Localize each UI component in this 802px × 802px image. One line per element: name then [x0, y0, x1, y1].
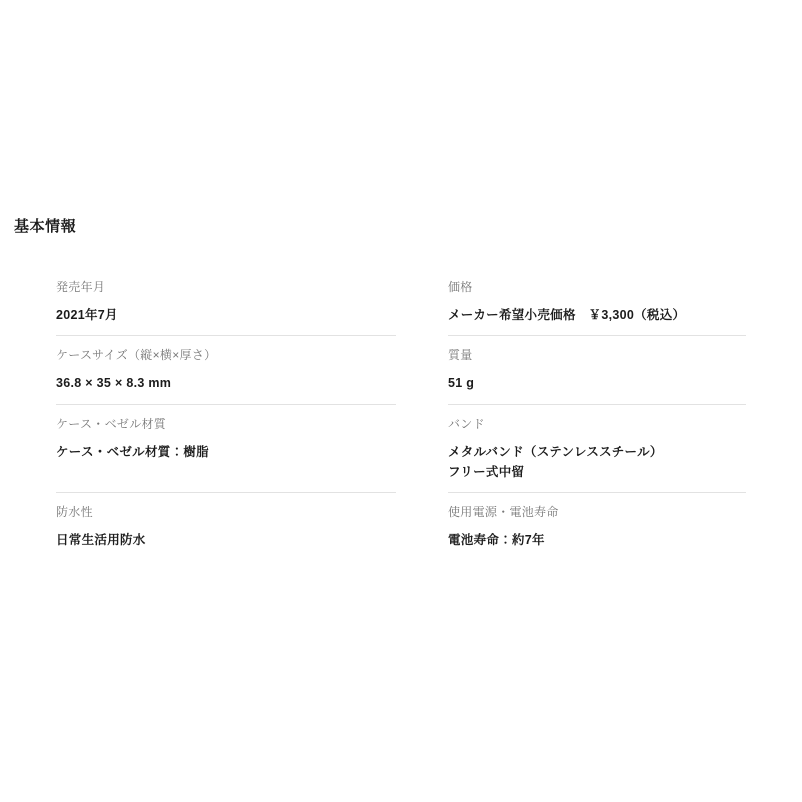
spec-value [56, 530, 396, 550]
spec-value [448, 530, 746, 550]
spec-value [448, 305, 746, 325]
page-title: 基本情報 [14, 218, 77, 235]
specification-table [56, 268, 746, 560]
spec-value-line: 2021年7月 [56, 308, 118, 322]
spec-label: バンド [448, 416, 485, 431]
spec-label: 価格 [448, 280, 473, 294]
spec-label: ケースサイズ（縦×横×厚さ） [56, 348, 217, 363]
spec-cell-case-size [56, 336, 396, 404]
spec-cell-case-bezel-material [56, 405, 396, 494]
spec-value-line: メーカー希望小売価格 ￥3,300（税込） [448, 308, 686, 322]
spec-cell-price [448, 268, 746, 336]
spec-label: 防水性 [56, 505, 93, 519]
spec-value [448, 442, 746, 483]
spec-cell-power-battery-life [448, 493, 746, 560]
spec-label: 発売年月 [56, 280, 106, 294]
spec-cell-weight [448, 336, 746, 404]
spec-value-line: メタルバンド（ステンレススチール） [448, 444, 663, 459]
spec-value-line: 日常生活用防水 [56, 533, 146, 547]
spec-value-line: 51 g [448, 376, 475, 391]
spec-value [56, 442, 396, 462]
spec-cell-band [448, 405, 746, 494]
spec-value-line: 電池寿命：約7年 [448, 533, 545, 547]
spec-label: ケース・ベゼル材質 [56, 416, 167, 431]
spec-value [448, 373, 746, 393]
spec-label: 質量 [448, 348, 473, 363]
spec-cell-release-date [56, 268, 396, 336]
spec-value-line: ケース・ベゼル材質：樹脂 [56, 444, 209, 459]
spec-value-line: フリー式中留 [448, 464, 525, 479]
spec-cell-water-resistance [56, 493, 396, 560]
spec-value [56, 373, 396, 393]
spec-label: 使用電源・電池寿命 [448, 505, 559, 519]
spec-value [56, 305, 396, 325]
spec-value-line: 36.8 × 35 × 8.3 mm [56, 376, 172, 391]
